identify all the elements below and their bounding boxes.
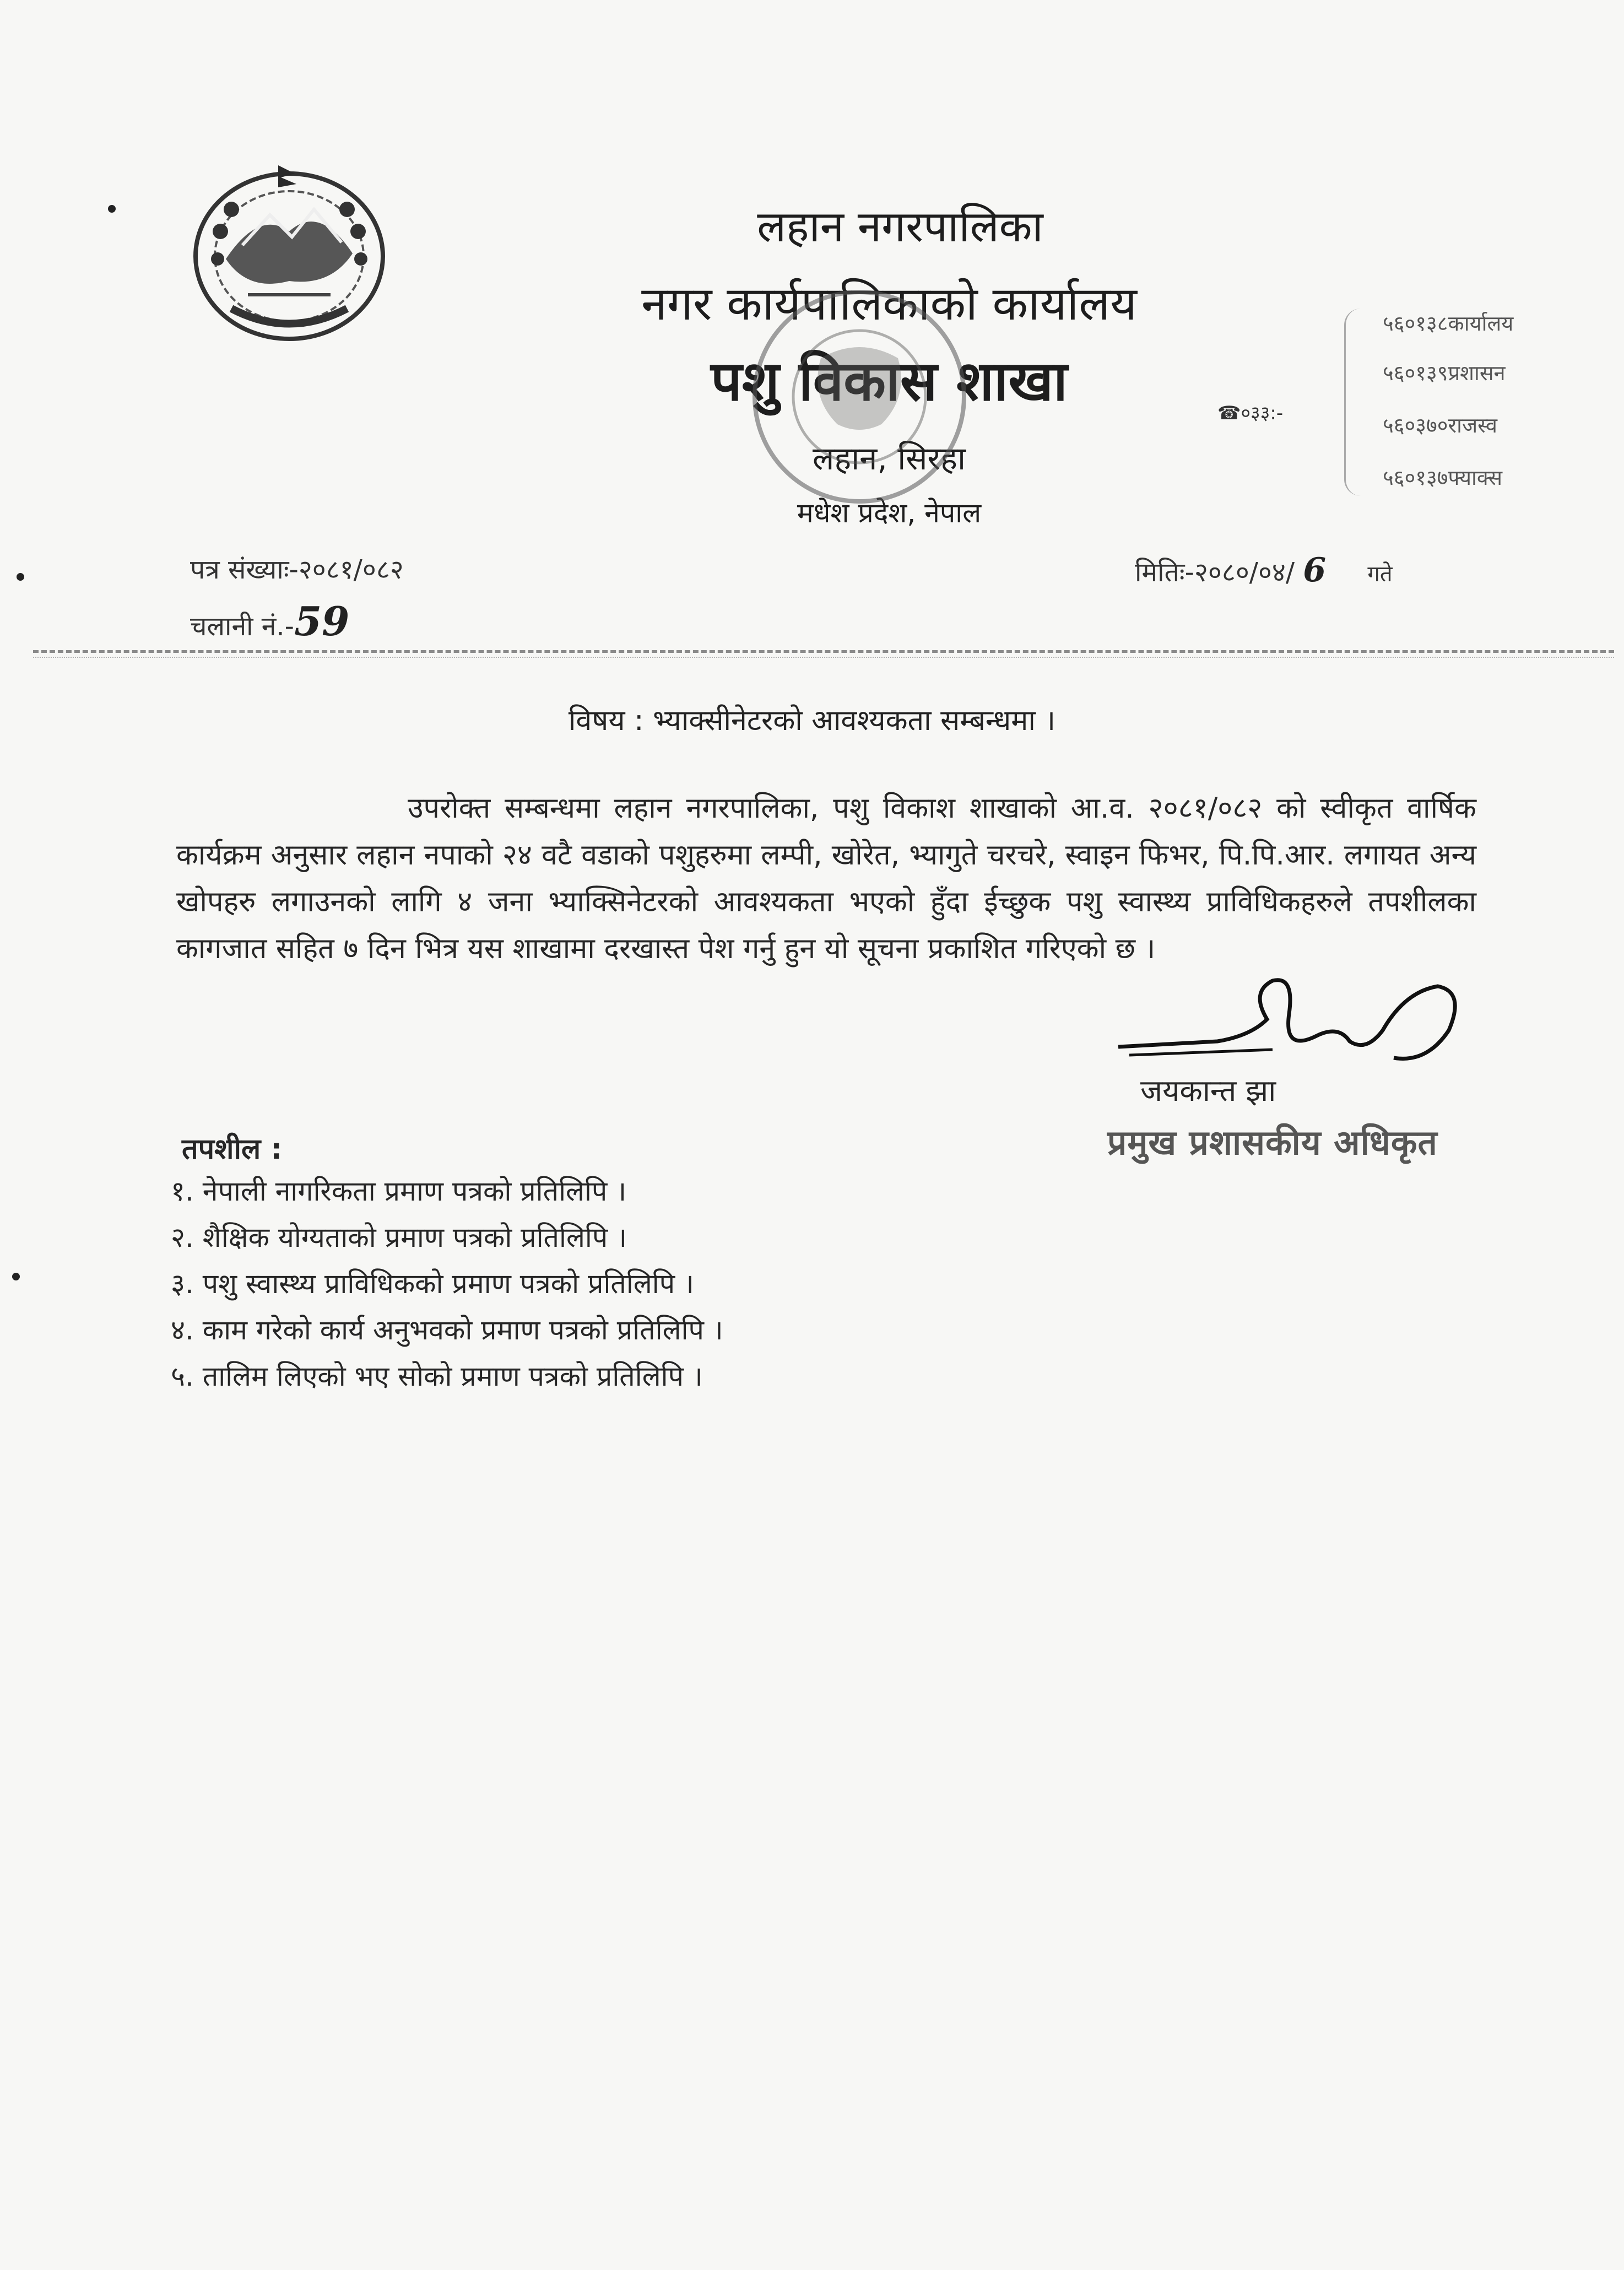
dispatch-number	[190, 598, 349, 645]
enclosures-list	[171, 1168, 723, 1399]
letter-date	[1135, 551, 1393, 590]
letter-number-label: पत्र संख्याः-	[190, 554, 299, 585]
phone-prefix: ☎०३३:-	[1217, 402, 1284, 424]
signatory-title-stamp: प्रमुख प्रशासकीय अधिकृत	[1107, 1122, 1438, 1163]
phone-admin: ५६०१३९प्रशासन	[1383, 361, 1506, 385]
dispatch-number-label: चलानी नं.-	[190, 611, 295, 642]
list-item: ३. पशु स्वास्थ्य प्राविधिकको प्रमाण पत्रको प्रतिलिपि ।	[171, 1268, 694, 1300]
phone-fax: ५६०१३७फ्याक्स	[1383, 466, 1503, 490]
branch-name: पशु विकास शाखा	[711, 349, 1068, 413]
list-item: १. नेपाली नागरिकता प्रमाण पत्रको प्रतिलिपि ।	[171, 1175, 627, 1207]
handwritten-signature	[1107, 970, 1471, 1080]
enclosures-title: तपशील :	[182, 1133, 283, 1166]
list-item: ४. काम गरेको कार्य अनुभवको प्रमाण पत्रको प्रतिलिपि ।	[171, 1314, 723, 1346]
list-item: २. शैक्षिक योग्यताको प्रमाण पत्रको प्रतिलिपि ।	[171, 1222, 627, 1253]
date-label: मितिः-	[1135, 557, 1194, 588]
address-line: लहान, सिरहा	[813, 440, 966, 477]
municipality-name: लहान नगरपालिका	[757, 202, 1043, 252]
letter-number	[190, 551, 404, 587]
header-divider-secondary	[33, 657, 1614, 658]
dispatch-number-value: 59	[294, 598, 350, 645]
list-item: ५. तालिम लिएको भए सोको प्रमाण पत्रको प्रतिलिपि ।	[171, 1360, 703, 1392]
office-stamp	[716, 270, 1003, 556]
punch-mark-bottom	[12, 1273, 20, 1280]
punch-mark-middle	[17, 573, 24, 581]
office-name: नगर कार्यपालिकाको कार्यालय	[641, 277, 1137, 331]
province-line: मधेश प्रदेश, नेपाल	[797, 497, 982, 529]
letter-body	[176, 785, 1476, 972]
phone-office: ५६०१३८कार्यालय	[1383, 311, 1514, 336]
letter-subject: विषय : भ्याक्सीनेटरको आवश्यकता सम्बन्धमा ।	[568, 704, 1056, 737]
date-value: २०८०/०४/	[1194, 557, 1295, 588]
phone-revenue: ५६०३७०राजस्व	[1383, 413, 1498, 437]
date-suffix: गते	[1367, 561, 1393, 587]
letter-body-text: उपरोक्त सम्बन्धमा लहान नगरपालिका, पशु विकाश शाखाको आ.व. २०८१/०८२ को स्वीकृत वार्षिक कार्यक्रम अनुसार लहान नपाको २४ वटै वडाको पशुहरुमा लम्पी, खोरेत, भ्यागुते चरचरे, स्वाइन फिभर, पि.पि.आर. लगायत अन्य खोपहरु लगाउनको लागि ४ जना भ्याक्सिनेटरको आवश्यकता भएको हुँदा ईच्छुक पशु स्वास्थ्य प्राविधिकहरुले तपशीलका कागजात सहित ७ दिन भित्र यस शाखामा दरखास्त पेश गर्नु हुन यो सूचना प्रकाशित गरिएको छ ।	[176, 792, 1476, 965]
signatory-name: जयकान्त झा	[1140, 1073, 1276, 1108]
letter-number-value: २०८१/०८२	[298, 554, 404, 585]
header-divider	[33, 650, 1614, 653]
date-day-handwritten: 6	[1303, 551, 1327, 590]
